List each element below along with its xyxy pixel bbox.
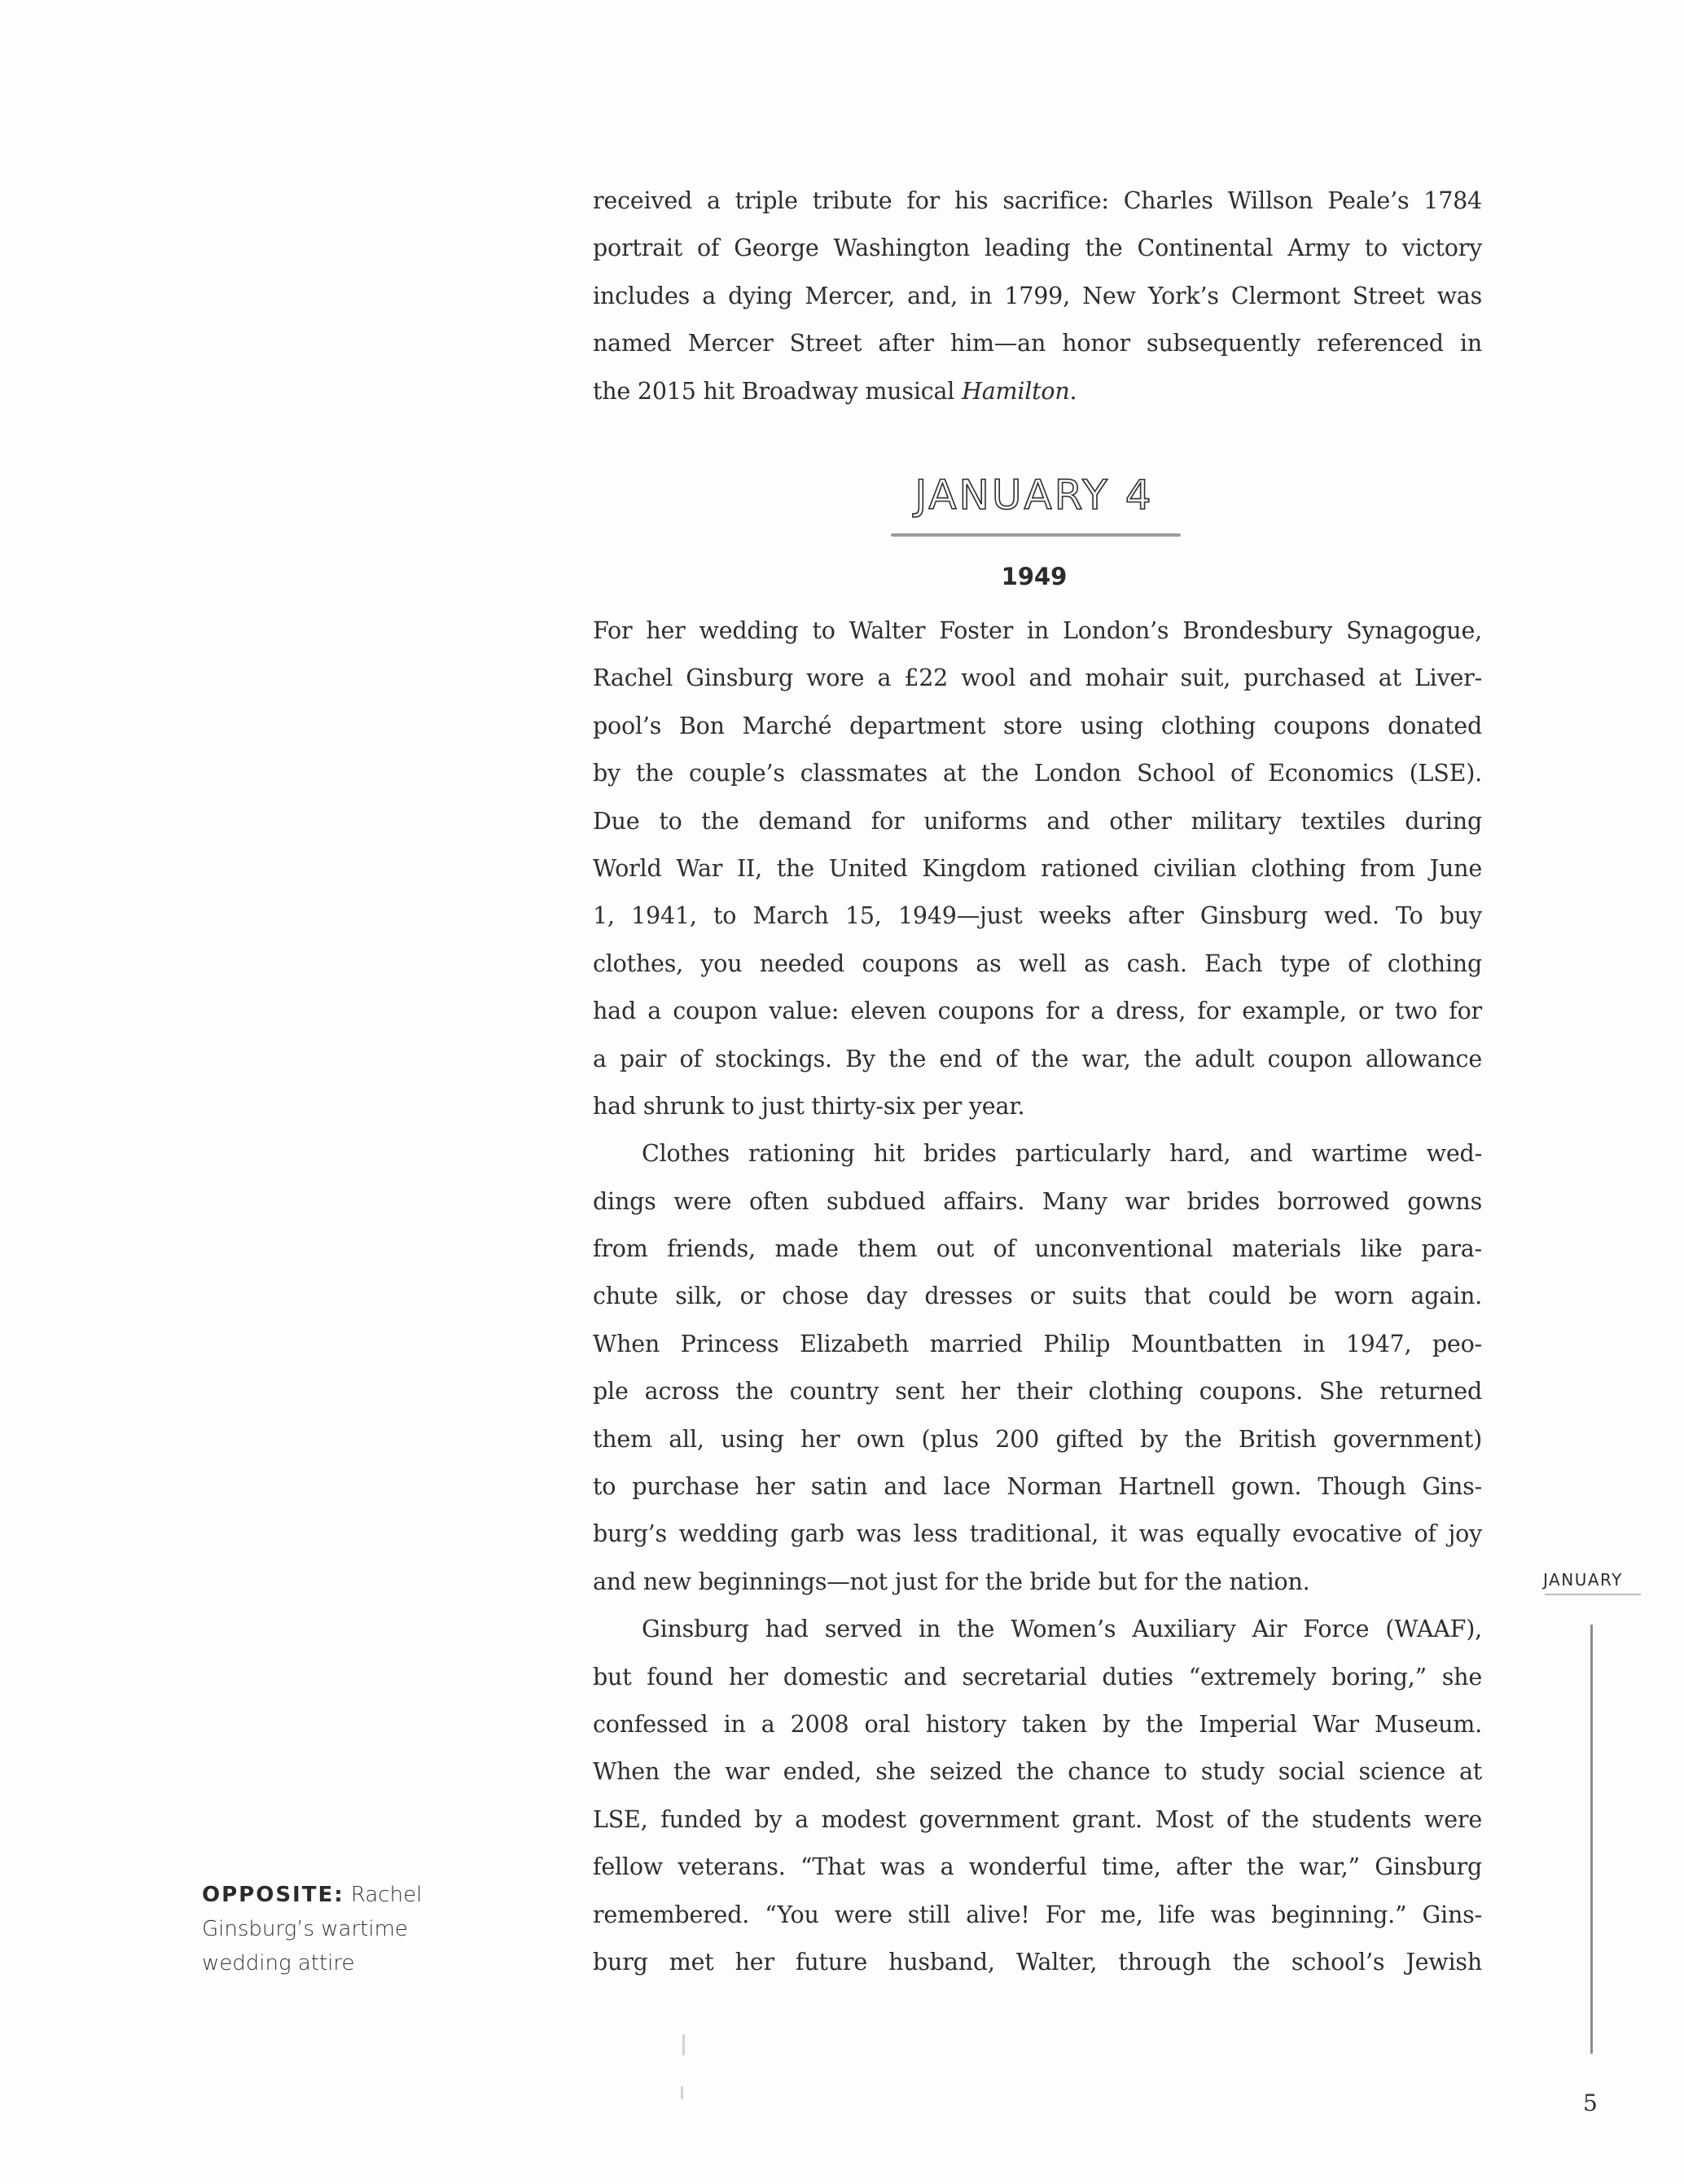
text-line: had shrunk to just thirty-six per year. xyxy=(593,1092,1025,1120)
text-line: to purchase her satin and lace Norman Hartnell gown. Though Gins- xyxy=(593,1473,1482,1501)
text-line: 1, 1941, to March 15, 1949—just weeks after Ginsburg wed. To buy xyxy=(593,902,1482,930)
text-line: named Mercer Street after him—an honor subsequently referenced in xyxy=(593,330,1482,357)
entry-year: 1949 xyxy=(1001,563,1068,590)
text-line: dings were often subdued affairs. Many war brides borrowed gowns xyxy=(593,1187,1482,1215)
text-line: Ginsburg had served in the Women’s Auxiliary Air Force (WAAF), xyxy=(642,1616,1482,1643)
text-line: but found her domestic and secretarial duties “extremely boring,” she xyxy=(593,1663,1482,1691)
text-line: from friends, made them out of unconventional materials like para- xyxy=(593,1235,1482,1263)
text-line: confessed in a 2008 oral history taken by the Imperial War Museum. xyxy=(593,1710,1482,1738)
text-line: Due to the demand for uniforms and other military textiles during xyxy=(593,807,1482,835)
text-line: fellow veterans. “That was a wonderful time, after the war,” Ginsburg xyxy=(593,1853,1482,1881)
date-heading: JANUARY 4 xyxy=(914,471,1154,519)
page-number: 5 xyxy=(1583,2090,1598,2116)
text-line: clothes, you needed coupons as well as cash. Each type of clothing xyxy=(593,949,1482,977)
text-line: burg met her future husband, Walter, through the school’s Jewish xyxy=(593,1948,1482,1976)
caption-text: Rachel Ginsburg’s wartime wedding attire xyxy=(202,1883,423,1976)
text-line: When Princess Elizabeth married Philip Mountbatten in 1947, peo- xyxy=(593,1330,1482,1357)
text-fragment: the 2015 hit Broadway musical xyxy=(593,377,963,405)
text-line: For her wedding to Walter Foster in London’s Brondesbury Synagogue, xyxy=(593,617,1482,644)
text-line: Rachel Ginsburg wore a £22 wool and mohair suit, purchased at Liver- xyxy=(593,664,1482,692)
text-line: chute silk, or chose day dresses or suits that could be worn again. xyxy=(593,1283,1482,1310)
text-line: by the couple’s classmates at the London School of Economics (LSE). xyxy=(593,760,1482,787)
text-line: and new beginnings—not just for the bride but for the nation. xyxy=(593,1568,1310,1595)
entry-body xyxy=(593,607,1482,1986)
text-line: burg’s wedding garb was less traditional, it was equally evocative of joy xyxy=(593,1520,1482,1548)
text-fragment: . xyxy=(1069,377,1077,405)
month-progress-bar xyxy=(1590,1625,1593,2054)
photo-caption xyxy=(202,1878,463,1980)
text-line: LSE, funded by a modest government grant. Most of the students were xyxy=(593,1805,1482,1833)
musical-title: Hamilton xyxy=(962,377,1070,405)
heading-divider xyxy=(891,533,1181,537)
text-line: Clothes rationing hit brides particularly hard, and wartime wed- xyxy=(642,1140,1482,1168)
text-line: remembered. “You were still alive! For me, life was beginning.” Gins- xyxy=(593,1901,1482,1928)
text-line: them all, using her own (plus 200 gifted by the British government) xyxy=(593,1425,1482,1453)
text-line: received a triple tribute for his sacrifice: Charles Willson Peale’s 1784 xyxy=(593,187,1482,214)
intro-paragraph xyxy=(593,178,1482,415)
text-line: a pair of stockings. By the end of the war, the adult coupon allowance xyxy=(593,1045,1482,1072)
text-line xyxy=(593,368,1482,415)
month-tab-label: JANUARY xyxy=(1543,1570,1623,1590)
text-line: World War II, the United Kingdom rationed civilian clothing from June xyxy=(593,854,1482,882)
text-line: includes a dying Mercer, and, in 1799, New York’s Clermont Street was xyxy=(593,282,1482,309)
text-line: portrait of George Washington leading the Continental Army to victory xyxy=(593,235,1482,262)
text-line: had a coupon value: eleven coupons for a dress, for example, or two for xyxy=(593,998,1482,1025)
caption-label: OPPOSITE: xyxy=(202,1883,344,1907)
text-line: pool’s Bon Marché department store using clothing coupons donated xyxy=(593,712,1482,739)
scan-artifact xyxy=(682,2034,685,2055)
text-line: When the war ended, she seized the chance to study social science at xyxy=(593,1758,1482,1786)
scan-artifact xyxy=(681,2086,683,2099)
month-tab-underline xyxy=(1545,1594,1641,1595)
text-line: ple across the country sent her their clothing coupons. She returned xyxy=(593,1378,1482,1406)
